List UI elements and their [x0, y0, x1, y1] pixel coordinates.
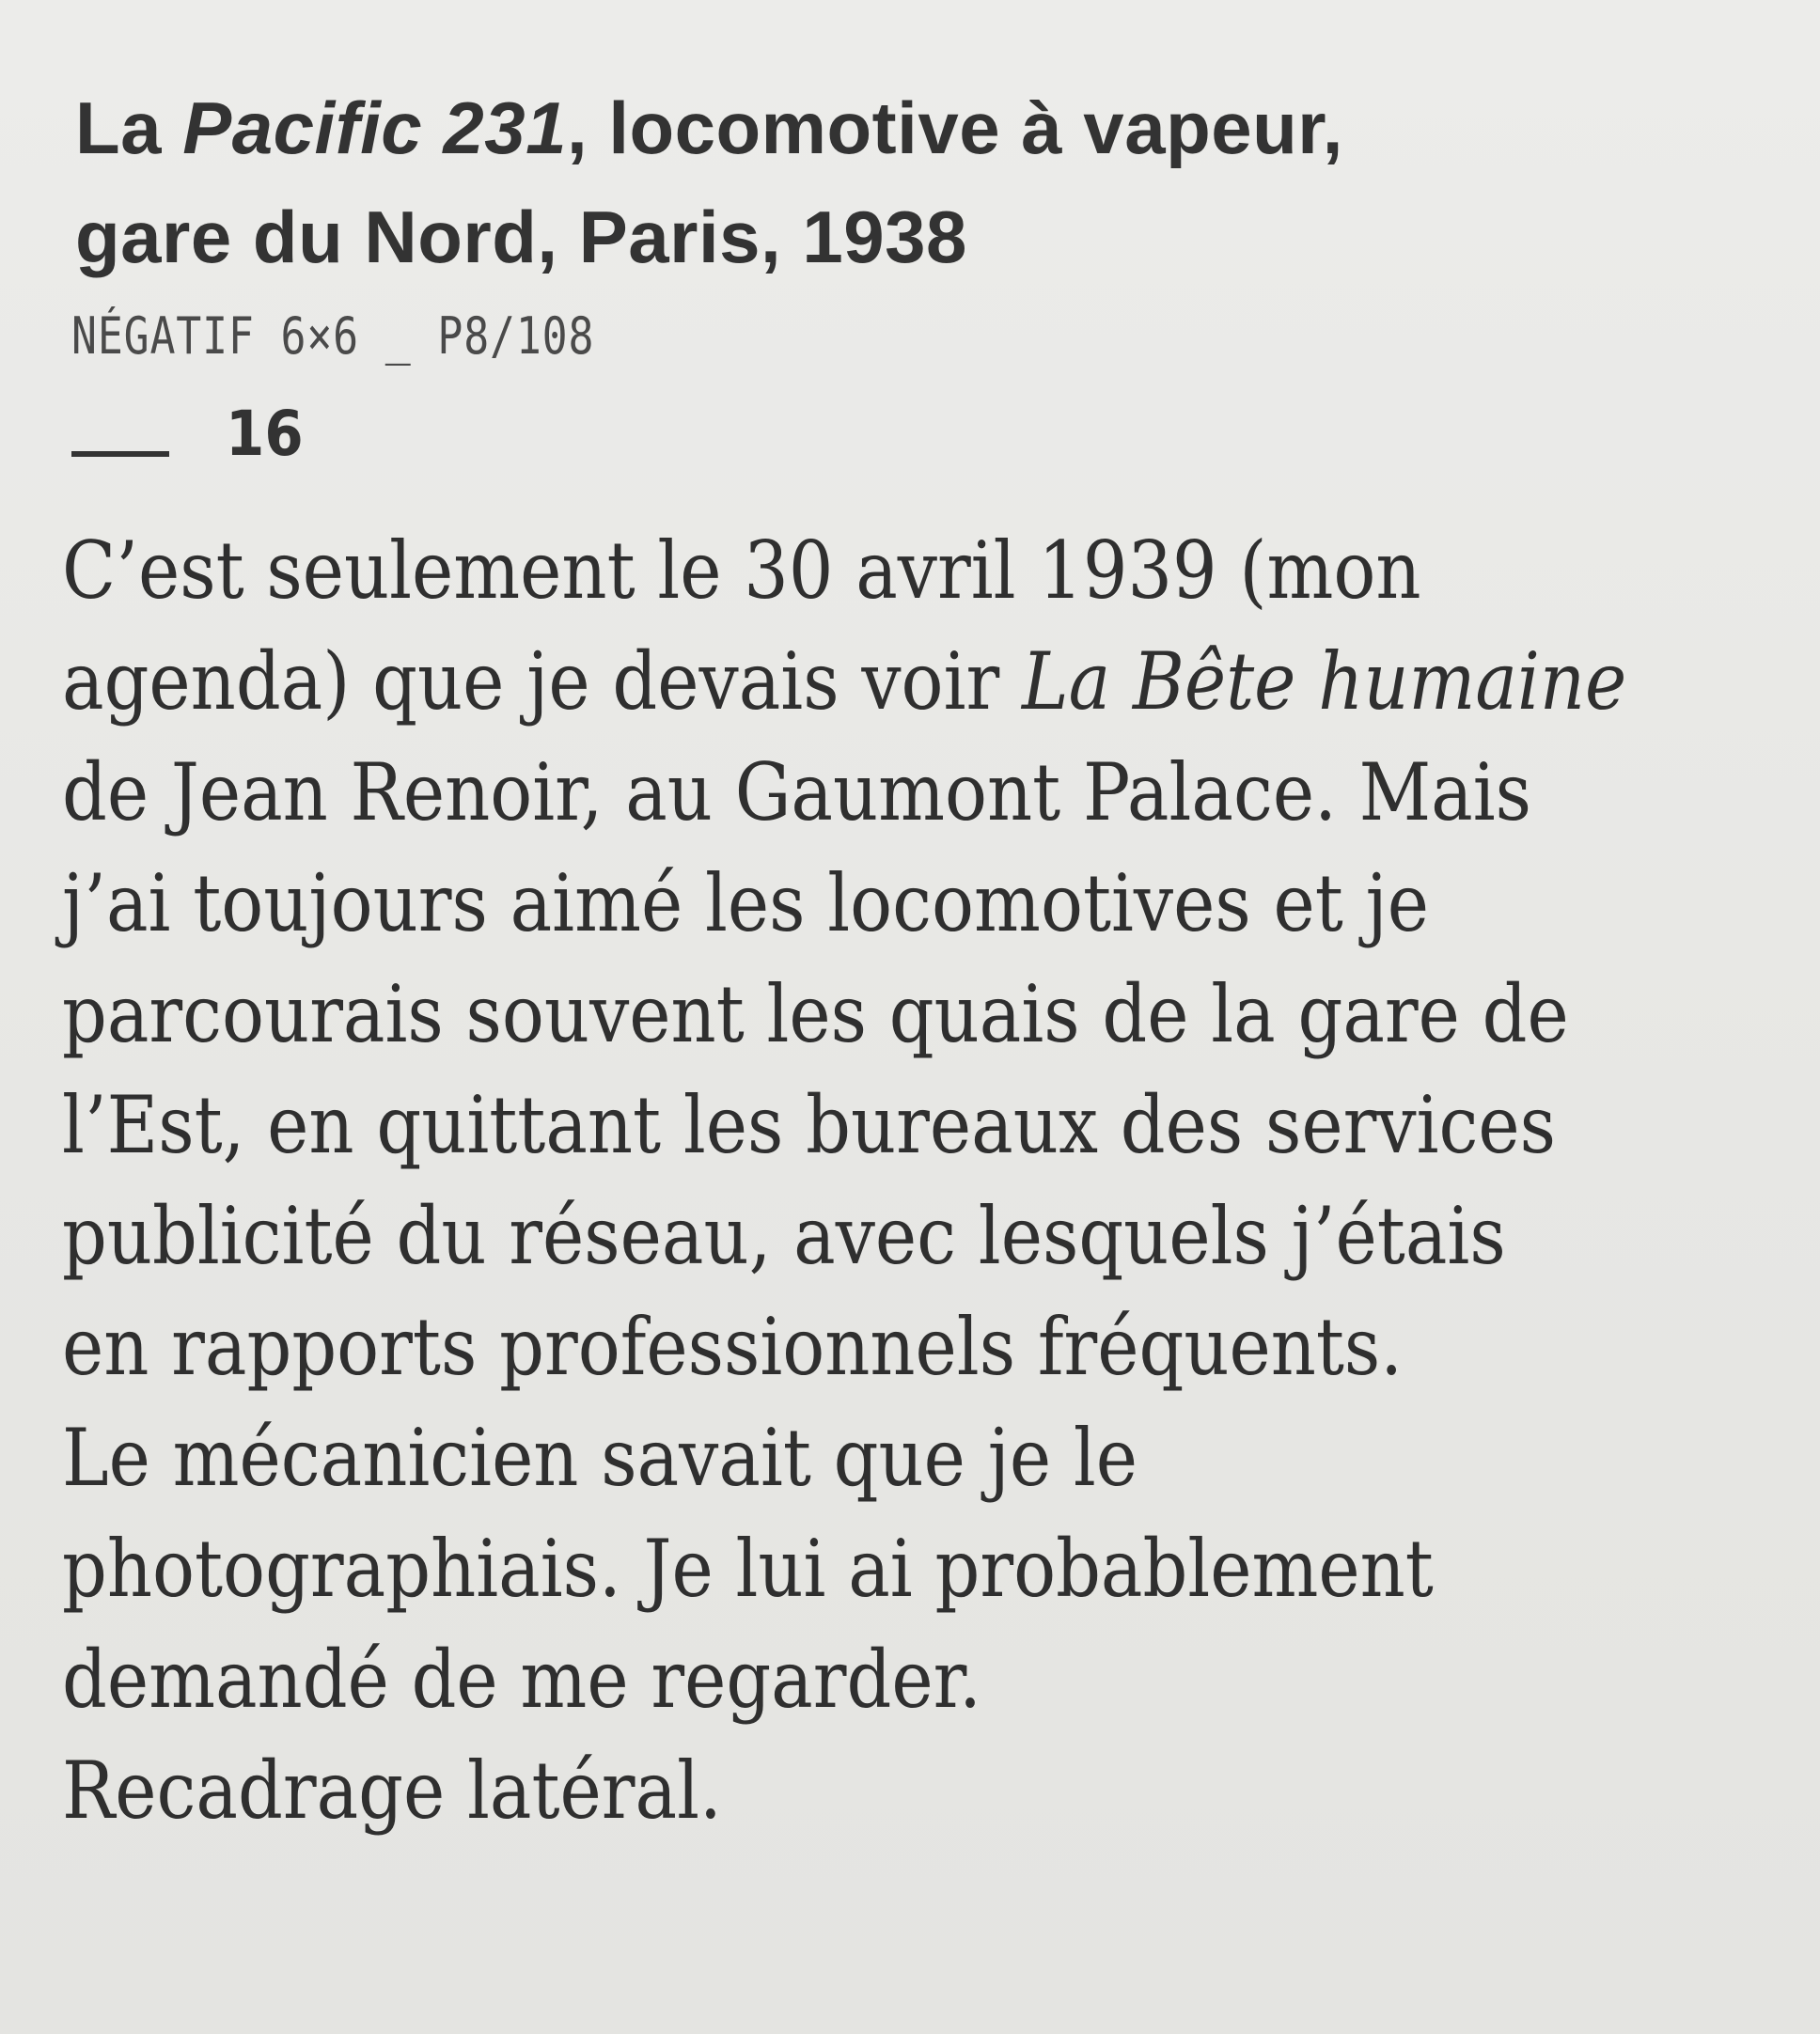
caption-body [62, 515, 1811, 1846]
photo-title [75, 73, 1767, 291]
title-suffix: , locomotive à vapeur, [567, 86, 1343, 169]
title-line-1 [75, 73, 1767, 182]
body-line: en rapports professionnels fréquents. [62, 1301, 1404, 1393]
film-title: La Bête humaine [1021, 635, 1627, 728]
body-line: publicité du réseau, avec lesquels j’étais [62, 1190, 1506, 1282]
body-line: parcourais souvent les quais de la gare de [62, 968, 1569, 1060]
body-line [62, 626, 1627, 737]
body-line-prefix: agenda) que je devais voir [62, 635, 1022, 728]
negative-reference: NÉGATIF 6×6 _ P8/108 [71, 306, 595, 366]
title-line-2: gare du Nord, Paris, 1938 [75, 196, 967, 278]
body-line: photographiais. Je lui ai probablement [62, 1523, 1434, 1615]
body-line: j’ai toujours aimé les locomotives et je [62, 857, 1429, 949]
body-line: C’est seulement le 30 avril 1939 (mon [62, 524, 1421, 617]
body-line: demandé de me regarder. [62, 1634, 981, 1726]
body-line: Recadrage latéral. [62, 1745, 722, 1837]
title-prefix: La [75, 86, 183, 169]
body-line: l’Est, en quittant les bureaux des services [62, 1079, 1556, 1171]
plate-number: 16 [226, 398, 304, 470]
plate-number-row [71, 393, 312, 468]
number-dash-rule [71, 451, 169, 457]
body-line: de Jean Renoir, au Gaumont Palace. Mais [62, 746, 1532, 838]
body-line: Le mécanicien savait que je le [62, 1412, 1138, 1504]
title-italic-name: Pacific 231 [182, 86, 567, 169]
